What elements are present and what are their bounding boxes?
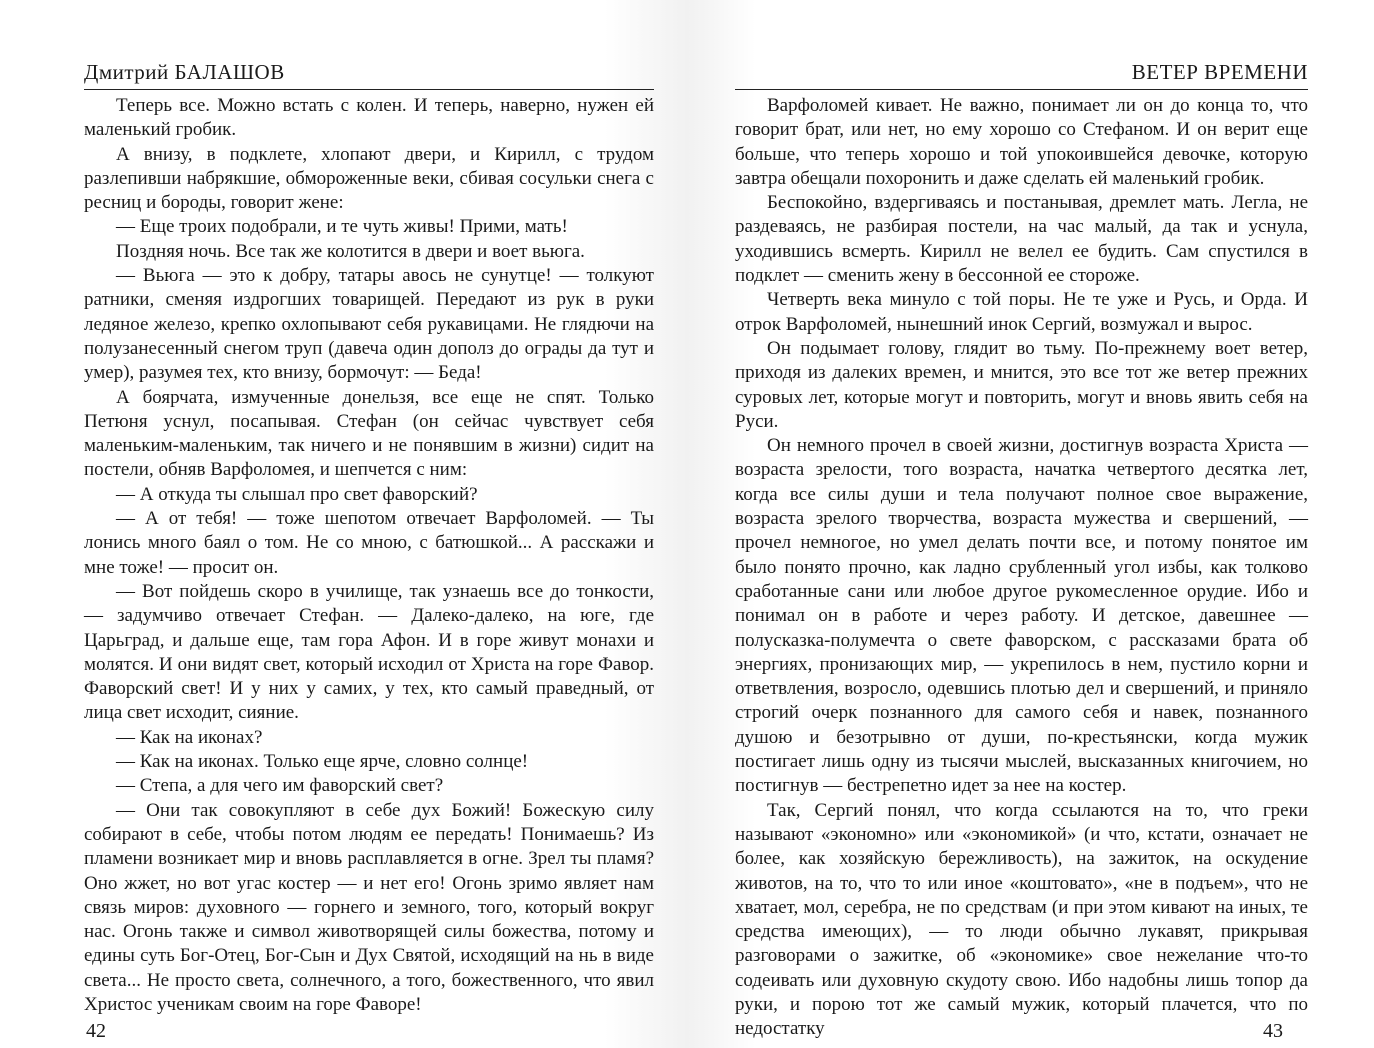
paragraph: Поздняя ночь. Все так же колотится в двери и воет вьюга. — [116, 240, 585, 262]
left-page-number: 42 — [86, 1020, 106, 1042]
right-page — [687, 0, 1374, 1048]
paragraph: — А откуда ты слышал про свет фаворский? — [116, 483, 478, 505]
paragraph: — Вот пойдешь скоро в училище, так узнаешь все до тонкости, — задумчиво отвечает Стефан. — Далеко-далеко, на юге, где Царьград, и дальше еще, там гора Афон. И в горе живут монахи и молятся. И они видят свет, который исходил от Христа на горе Фавор. Фаворский свет! И у них у самих, у тех, кто самый праведный, от лица свет исходит, сияние. — [84, 580, 654, 724]
paragraph: — Как на иконах? — [116, 726, 263, 748]
paragraph: — Еще троих подобрали, и те чуть живы! Прими, мать! — [116, 216, 568, 238]
right-running-head — [735, 58, 1308, 90]
paragraph: А внизу, в подклете, хлопают двери, и Кирилл, с трудом разлепивши набрякшие, обмороженные веки, сбивая сосульки снега с ресниц и бороды, говорит жене: — [84, 143, 654, 214]
paragraph: Варфоломей кивает. Не важно, понимает ли он до конца то, что говорит брат, или нет, но ему хорошо со Стефаном. И он верит еще больше, что теперь хорошо и той упокоившейся девочке, которую завтра обещали похоронить и даже сделать ей маленький гробик. — [735, 95, 1308, 189]
paragraph: Он немного прочел в своей жизни, достигнув возраста Христа — возраста зрелости, того возраста, начатка четвертого десятка лет, когда все силы души и тела получают полное свое выражение, возраста зрелого творчества, возраста мужества и свершений, — прочел немногое, но умел делать почти все, и потому понятое им было понято прочно, как ладно срубленный угол избы, как толково сработанные сани или любое другое рукомесленное орудие. Ибо и понимал он в работе и через работу. И детское, давешнее — полусказка-полумечта о свете фаворском, с рассказами брата об энергиях, пронизающих мир, — укрепилось в нем, пустило корни и ответвления, возросло, одевшись плотью дел и свершений, и приняло строгий очерк познанного для самого себя и навек, познанного душою и безотрывно от души, по-крестьянски, когда мужик постигает лишь одну из тысячи мыслей, высказанных книгочием, но постигнув — бестрепетно идет за нее на костер. — [735, 435, 1308, 797]
paragraph: — А от тебя! — тоже шепотом отвечает Варфоломей. — Ты лонись много баял о том. Не со мною, с батюшкой... А расскажи и мне тоже! — просит он. — [84, 508, 654, 578]
paragraph: — Как на иконах. Только еще ярче, словно солнце! — [116, 751, 529, 773]
right-page-text — [735, 94, 1308, 1042]
paragraph: Четверть века минуло с той поры. Не те уже и Русь, и Орда. И отрок Варфоломей, нынешний инок Сергий, возмужал и вырос. — [735, 289, 1308, 335]
right-page-number: 43 — [1263, 1020, 1283, 1042]
paragraph: — Степа, а для чего им фаворский свет? — [116, 775, 444, 797]
paragraph: А боярчата, измученные донельзя, все еще не спят. Только Петюня уснул, посапывая. Стефан (он сейчас чувствует себя маленьким-маленьким, так ничего и не понявшим в жизни) сидит на постели, обняв Варфоломея, и шепчется с ним: — [84, 386, 654, 481]
paragraph: — Они так совокупляют в себе дух Божий! Божескую силу собирают в себе, чтобы потом людям ее передать! Понимаешь? Из пламени возникает мир и вновь расплавляется в огне. Зрел ты пламя? Оно жжет, но вот угас костер — и нет его! Огонь зримо являет нам связь миров: духовного — горнего и земного, того, который вокруг нас. Огонь также и символ животворящей силы божества, потому и едины суть Бог-Отец, Бог-Сын и Дух Святой, исходящий на нь в виде света... Не просто света, солнечного, а того, божественного, что явил Христос ученикам своим на горе Фаворе! — [84, 799, 654, 1015]
left-running-head — [84, 58, 654, 90]
paragraph: Он подымает голову, глядит во тьму. По-прежнему воет ветер, приходя из далеких времен, и мнится, это все тот же ветер прежних суровых лет, которые могут и повторить, могут и вновь явить себя на Руси. — [735, 337, 1308, 432]
paragraph: Беспокойно, вздергиваясь и постанывая, дремлет мать. Легла, не раздеваясь, не разбирая постели, на час малый, да так и уснула, уходившись всмерть. Кирилл не велел ее будить. Сам спустился в подклет — сменить жену в бессонной ее стороже. — [735, 192, 1308, 287]
paragraph: Так, Сергий понял, что когда ссылаются на то, что греки называют «экономно» или «экономикой» (и что, кстати, означает не более, как хозяйскую бережливость), на зажиток, на оскудение животов, на то, что то или иное «коштовато», «не в подъем», что не хватает, мол, серебра, не по средствам (и при этом кивают на иных, те средства имеющих), — то люди обычно лукавят, прикрывая разговорами о зажитке, об «экономике» свое нежелание что-то содеивать или духовную скудоту свою. Ибо надобны лишь топор да руки, и порою тот же самый мужик, который плачется, что по недостатку — [735, 799, 1308, 1040]
title-header: ВЕТЕР ВРЕМЕНИ — [1131, 60, 1308, 84]
paragraph: Теперь все. Можно встать с колен. И теперь, наверно, нужен ей маленький гробик. — [84, 95, 654, 141]
left-page-text — [84, 94, 654, 1017]
author-header: Дмитрий БАЛАШОВ — [84, 60, 285, 84]
paragraph: — Вьюга — это к добру, татары авось не сунутце! — толкуют ратники, сменяя издрогших товарищей. Передают из рук в руки ледяное железо, крепко охлопывают себя рукавицами. Не глядючи на полузанесенный снегом труп (давеча один дополз до ограды да тут и умер), разумея тех, кто внизу, бормочут: — Беда! — [84, 265, 654, 384]
